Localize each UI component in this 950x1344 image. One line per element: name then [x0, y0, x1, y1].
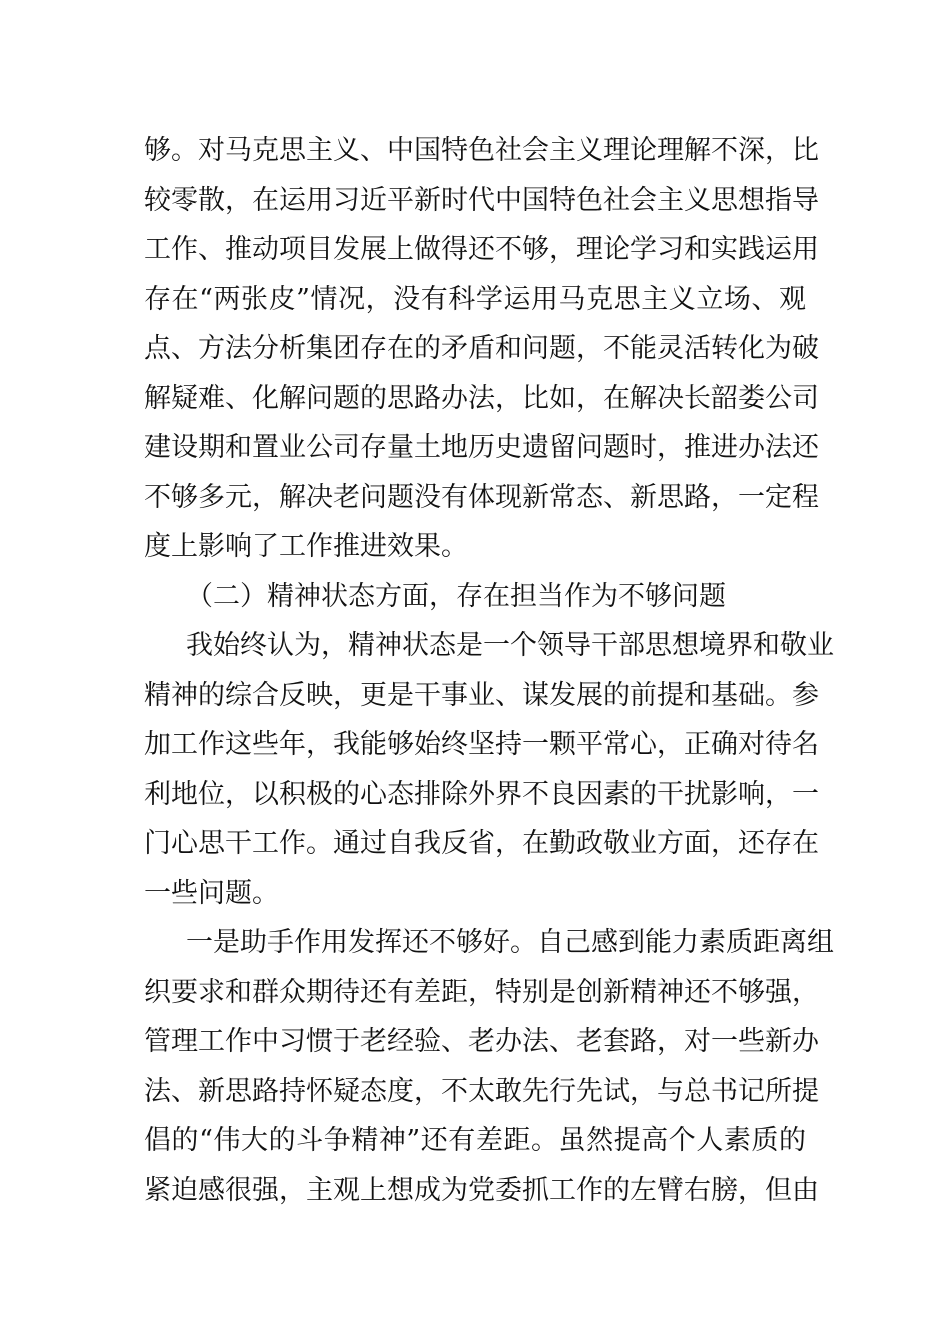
text-line: 加工作这些年，我能够始终坚持一颗平常心，正确对待名	[144, 729, 819, 760]
text-line: 倡的“伟大的斗争精神”还有差距。虽然提高个人素质的	[144, 1125, 806, 1156]
text-line: 较零散，在运用习近平新时代中国特色社会主义思想指导	[144, 185, 819, 216]
text-line: 点、方法分析集团存在的矛盾和问题，不能灵活转化为破	[144, 333, 819, 364]
text-line: 度上影响了工作推进效果。	[144, 531, 468, 562]
text-line: 够。对马克思主义、中国特色社会主义理论理解不深，比	[144, 135, 819, 166]
text-line: 精神的综合反映，更是干事业、谋发展的前提和基础。参	[144, 680, 819, 711]
text-line: 管理工作中习惯于老经验、老办法、老套路，对一些新办	[144, 1026, 819, 1057]
text-line: 一些问题。	[144, 878, 279, 909]
text-line: 紧迫感很强，主观上想成为党委抓工作的左臂右膀，但由	[144, 1175, 819, 1206]
text-line: 利地位，以积极的心态排除外界不良因素的干扰影响，一	[144, 779, 819, 810]
text-line: 法、新思路持怀疑态度，不太敢先行先试，与总书记所提	[144, 1076, 819, 1107]
section-heading: （二）精神状态方面，存在担当作为不够问题	[186, 581, 726, 612]
text-line: 不够多元，解决老问题没有体现新常态、新思路，一定程	[144, 482, 819, 513]
text-line: 解疑难、化解问题的思路办法，比如，在解决长韶娄公司	[144, 383, 819, 414]
paragraph-first-line: 一是助手作用发挥还不够好。自己感到能力素质距离组	[186, 927, 834, 958]
text-line: 织要求和群众期待还有差距，特别是创新精神还不够强，	[144, 977, 819, 1008]
text-line: 存在“两张皮”情况，没有科学运用马克思主义立场、观	[144, 284, 806, 315]
text-line: 建设期和置业公司存量土地历史遗留问题时，推进办法还	[144, 432, 819, 463]
paragraph-first-line: 我始终认为，精神状态是一个领导干部思想境界和敬业	[186, 630, 834, 661]
text-line: 工作、推动项目发展上做得还不够，理论学习和实践运用	[144, 234, 819, 265]
text-line: 门心思干工作。通过自我反省，在勤政敬业方面，还存在	[144, 828, 819, 859]
